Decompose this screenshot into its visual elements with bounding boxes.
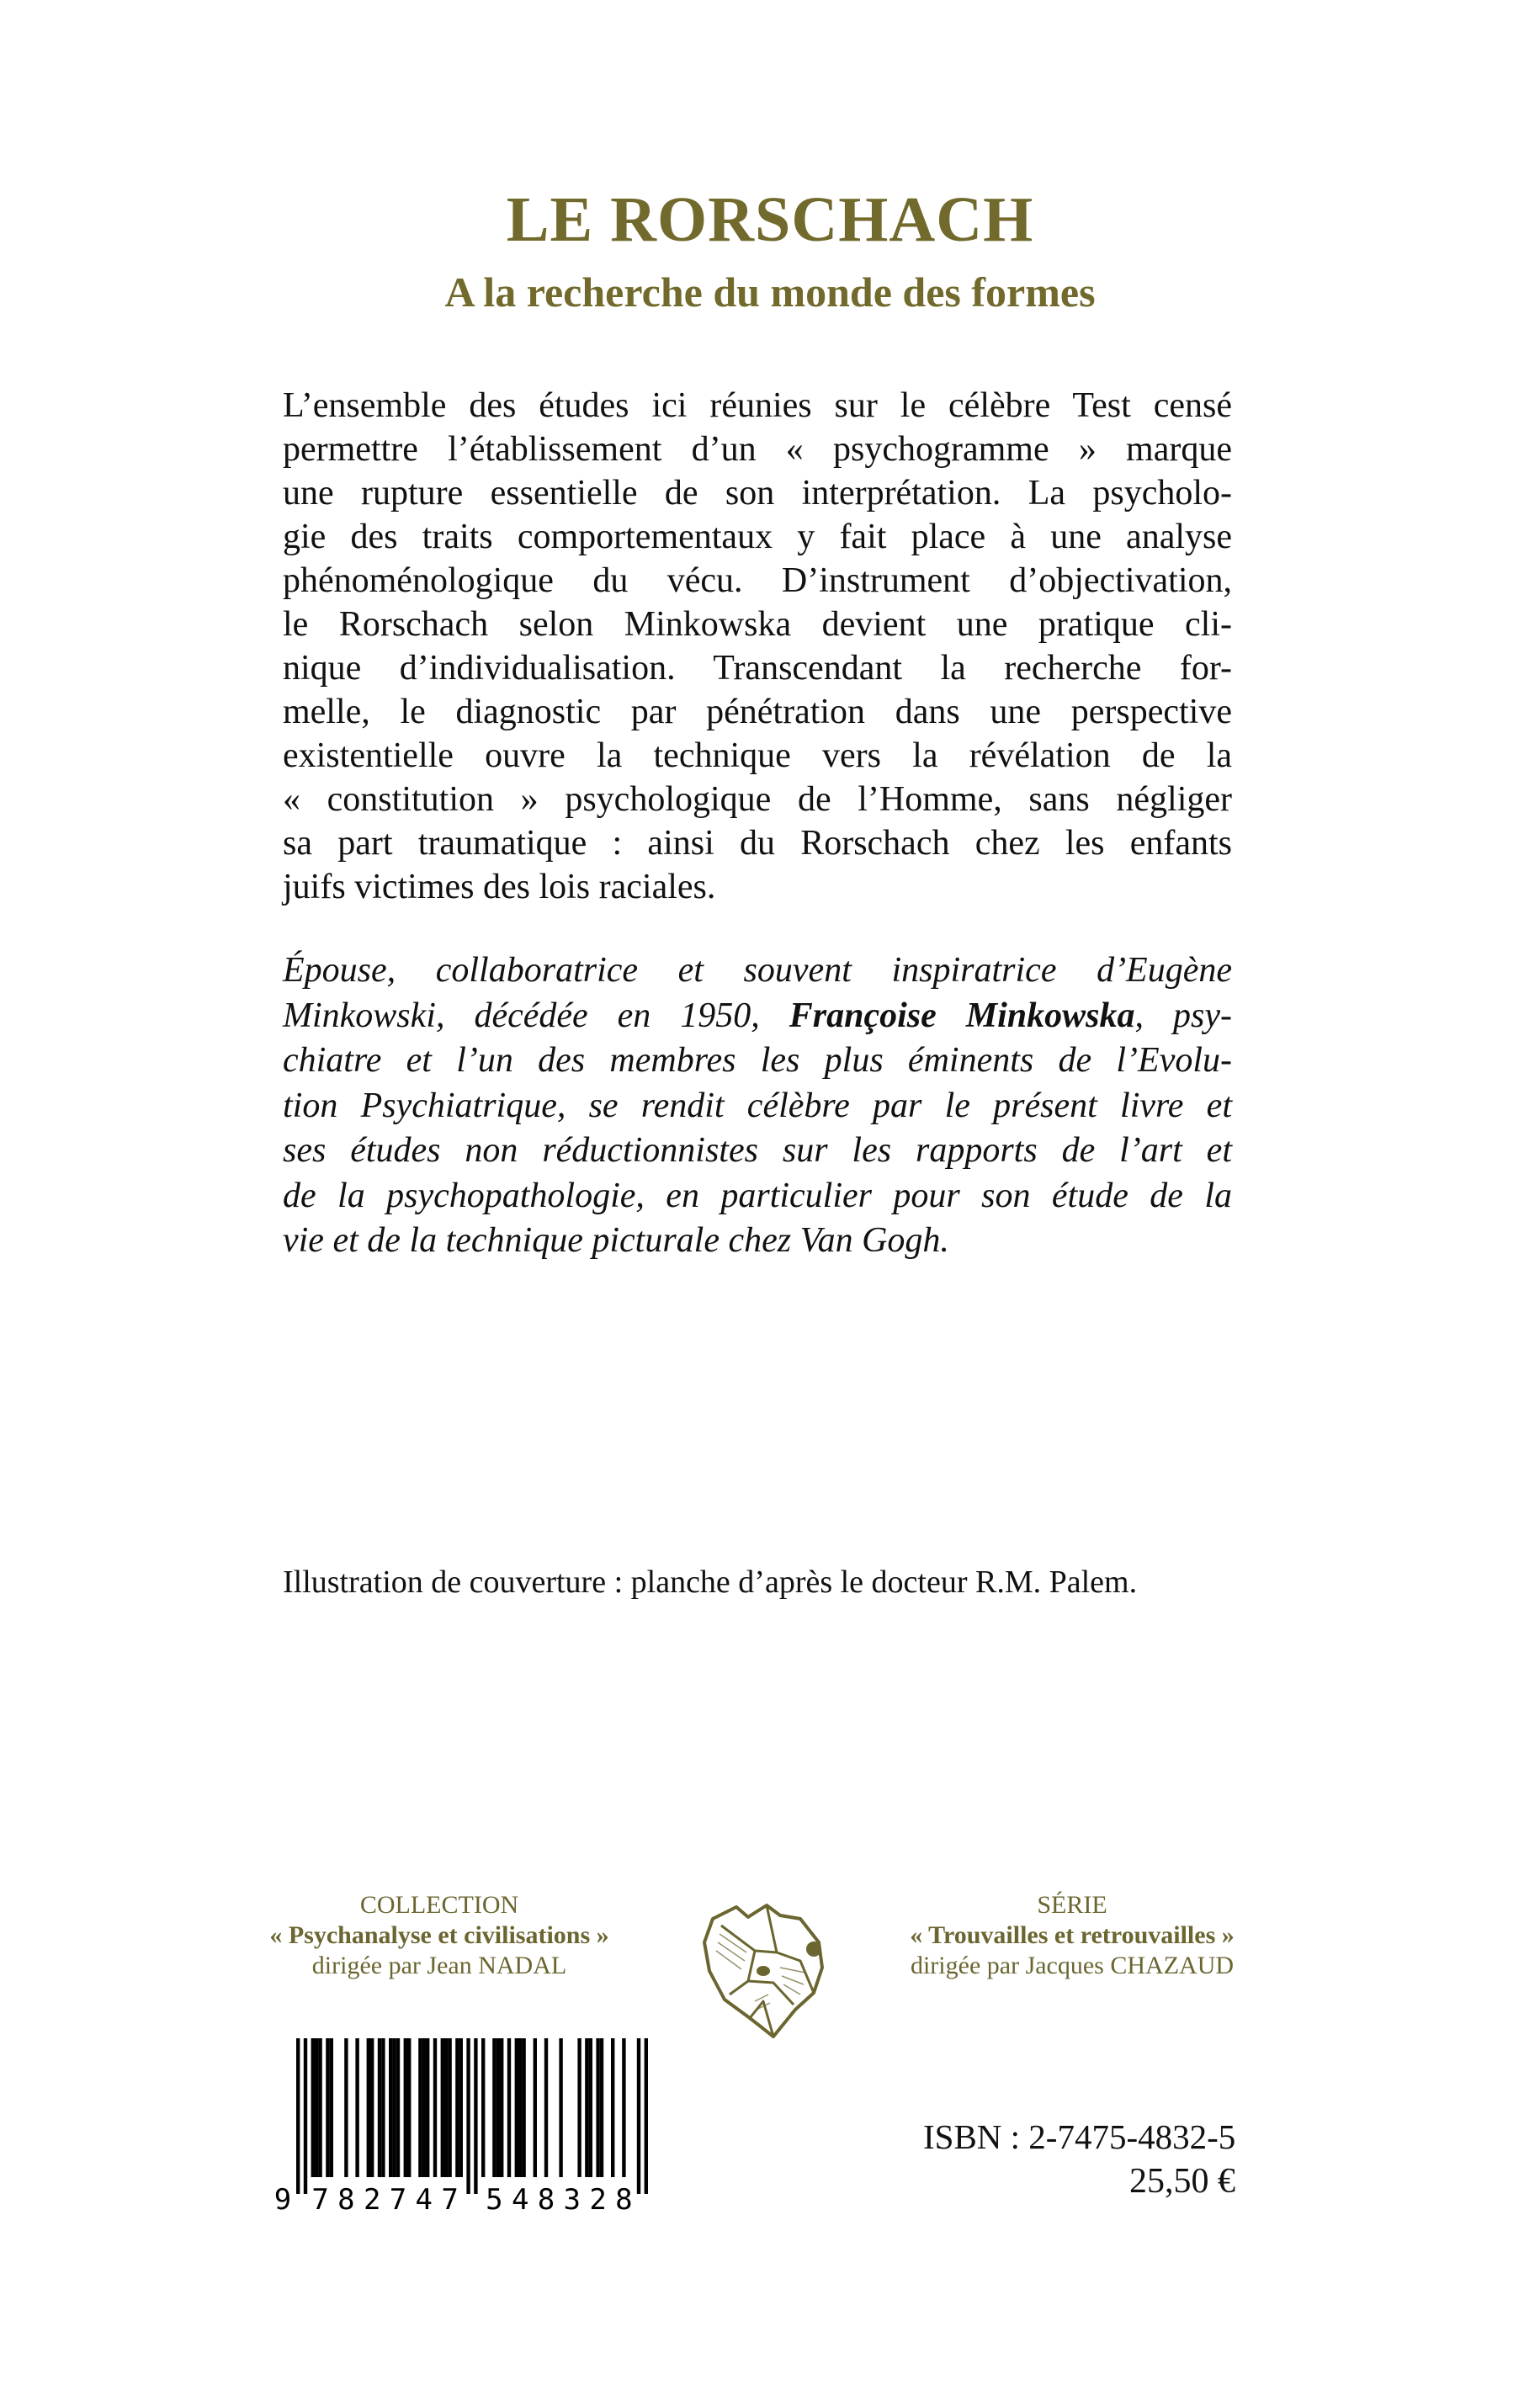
summary-line: gie des traits comportementaux y fait place à une analyse xyxy=(283,518,1232,556)
collection-label: COLLECTION xyxy=(359,1891,519,1919)
book-subtitle: A la recherche du monde des formes xyxy=(444,268,1096,316)
summary-line: le Rorschach selon Minkowska devient une pratique cli- xyxy=(283,605,1232,644)
barcode-bar xyxy=(418,2038,422,2177)
barcode-bar xyxy=(474,2038,477,2194)
price: 25,50 € xyxy=(1129,2162,1235,2201)
bio-line: vie et de la technique picturale chez Van Gogh. xyxy=(283,1221,949,1260)
barcode-bar xyxy=(370,2038,374,2177)
author-bio-paragraph xyxy=(283,948,1232,1264)
bio-text: Minkowski, décédée en 1950, xyxy=(283,996,789,1035)
barcode-bar xyxy=(577,2038,581,2177)
barcode-digit: 4 xyxy=(415,2183,433,2213)
barcode-bar xyxy=(381,2038,385,2177)
illustration-credit: Illustration de couverture : planche d’après le docteur R.M. Palem. xyxy=(283,1564,1138,1600)
barcode-digit: 7 xyxy=(441,2183,459,2213)
bio-line xyxy=(283,994,1232,1039)
summary-line: melle, le diagnostic par pénétration dans une perspective xyxy=(283,693,1232,731)
barcode-bar xyxy=(585,2038,588,2177)
author-name: Françoise Minkowska xyxy=(789,996,1135,1035)
barcode-bar xyxy=(296,2038,300,2194)
summary-line: juifs victimes des lois raciales. xyxy=(283,868,716,906)
barcode-digit: 8 xyxy=(337,2183,355,2213)
barcode-bar xyxy=(497,2038,500,2177)
barcode-bar xyxy=(441,2038,444,2177)
barcode-bar xyxy=(589,2038,592,2177)
summary-line: existentielle ouvre la technique vers la révélation de la xyxy=(283,736,1232,775)
barcode-digit: 2 xyxy=(589,2183,607,2213)
barcode-bar xyxy=(515,2038,518,2177)
barcode-bar xyxy=(444,2038,448,2177)
barcode-digit: 4 xyxy=(511,2183,529,2213)
barcode-bar xyxy=(544,2038,548,2177)
bio-line: chiatre et l’un des membres les plus éminents de l’Evolu- xyxy=(283,1041,1232,1080)
barcode-bar xyxy=(481,2038,485,2177)
barcode-bar xyxy=(326,2038,329,2177)
collection-director: dirigée par Jean NADAL xyxy=(311,1952,567,1979)
barcode-digit: 8 xyxy=(615,2183,633,2213)
barcode-bar xyxy=(518,2038,522,2177)
barcode-digit: 7 xyxy=(311,2183,329,2213)
barcode xyxy=(271,2037,650,2213)
barcode-bar xyxy=(507,2038,511,2177)
barcode-digit: 9 xyxy=(273,2183,292,2213)
collection-block xyxy=(204,1890,675,1981)
barcode-bar xyxy=(304,2038,307,2194)
bio-line: Épouse, collaboratrice et souvent inspiratrice d’Eugène xyxy=(283,951,1232,990)
barcode-digit: 7 xyxy=(389,2183,407,2213)
barcode-bar xyxy=(311,2038,315,2177)
isbn: ISBN : 2-7475-4832-5 xyxy=(923,2117,1236,2156)
barcode-digit: 5 xyxy=(486,2183,503,2213)
barcode-bar xyxy=(448,2038,451,2177)
barcode-bar xyxy=(392,2038,396,2177)
barcode-bar xyxy=(318,2038,321,2177)
serie-director: dirigée par Jacques CHAZAUD xyxy=(910,1952,1235,1979)
publisher-logo-icon xyxy=(696,1900,831,2040)
summary-line: une rupture essentielle de son interprétation. La psycholo- xyxy=(283,474,1232,513)
serie-label: SÉRIE xyxy=(1037,1891,1107,1919)
barcode-bar xyxy=(344,2038,348,2177)
barcode-bar xyxy=(315,2038,318,2177)
barcode-bar xyxy=(389,2038,392,2177)
barcode-bar xyxy=(559,2038,562,2177)
barcode-bar xyxy=(407,2038,411,2177)
barcode-bar xyxy=(455,2038,459,2177)
bio-text: , psy- xyxy=(1134,996,1232,1035)
serie-name: « Trouvailles et retrouvailles » xyxy=(910,1921,1235,1949)
barcode-bar xyxy=(330,2038,333,2177)
barcode-bar xyxy=(622,2038,625,2177)
barcode-digit: 2 xyxy=(363,2183,381,2213)
barcode-bar xyxy=(466,2038,470,2194)
summary-line: sa part traumatique : ainsi du Rorschach chez les enfants xyxy=(283,824,1232,863)
collection-name: « Psychanalyse et civilisations » xyxy=(269,1921,609,1949)
summary-paragraph xyxy=(283,384,1232,909)
barcode-bar xyxy=(422,2038,426,2177)
barcode-bar xyxy=(534,2038,537,2177)
barcode-bar xyxy=(596,2038,599,2177)
barcode-bar xyxy=(404,2038,407,2177)
barcode-bar xyxy=(355,2038,358,2177)
barcode-bar xyxy=(492,2038,496,2177)
barcode-bar xyxy=(611,2038,614,2177)
bio-line: tion Psychiatrique, se rendit célèbre par le présent livre et xyxy=(283,1086,1232,1125)
bio-line: ses études non réductionnistes sur les rapports de l’art et xyxy=(283,1131,1232,1170)
barcode-bar xyxy=(637,2038,640,2194)
bio-line: de la psychopathologie, en particulier pour son étude de la xyxy=(283,1176,1232,1215)
barcode-bar xyxy=(433,2038,437,2177)
summary-line: « constitution » psychologique de l’Homme, sans négliger xyxy=(283,780,1232,819)
barcode-bar xyxy=(600,2038,603,2177)
barcode-bar xyxy=(396,2038,400,2177)
barcode-digit: 3 xyxy=(563,2183,581,2213)
barcode-bar xyxy=(426,2038,429,2177)
barcode-digit: 8 xyxy=(537,2183,555,2213)
serie-block xyxy=(836,1890,1308,1981)
barcode-bar xyxy=(459,2038,463,2177)
summary-line: L’ensemble des études ici réunies sur le célèbre Test censé xyxy=(283,386,1232,425)
book-title: LE RORSCHACH xyxy=(506,184,1034,255)
barcode-bar xyxy=(378,2038,381,2177)
summary-line: permettre l’établissement d’un « psychogramme » marque xyxy=(283,430,1232,469)
barcode-bar xyxy=(500,2038,503,2177)
barcode-bar xyxy=(522,2038,525,2177)
summary-line: phénoménologique du vécu. D’instrument d’objectivation, xyxy=(283,561,1232,600)
barcode-bar xyxy=(645,2038,648,2194)
barcode-bar xyxy=(367,2038,370,2177)
summary-line: nique d’individualisation. Transcendant la recherche for- xyxy=(283,649,1232,688)
